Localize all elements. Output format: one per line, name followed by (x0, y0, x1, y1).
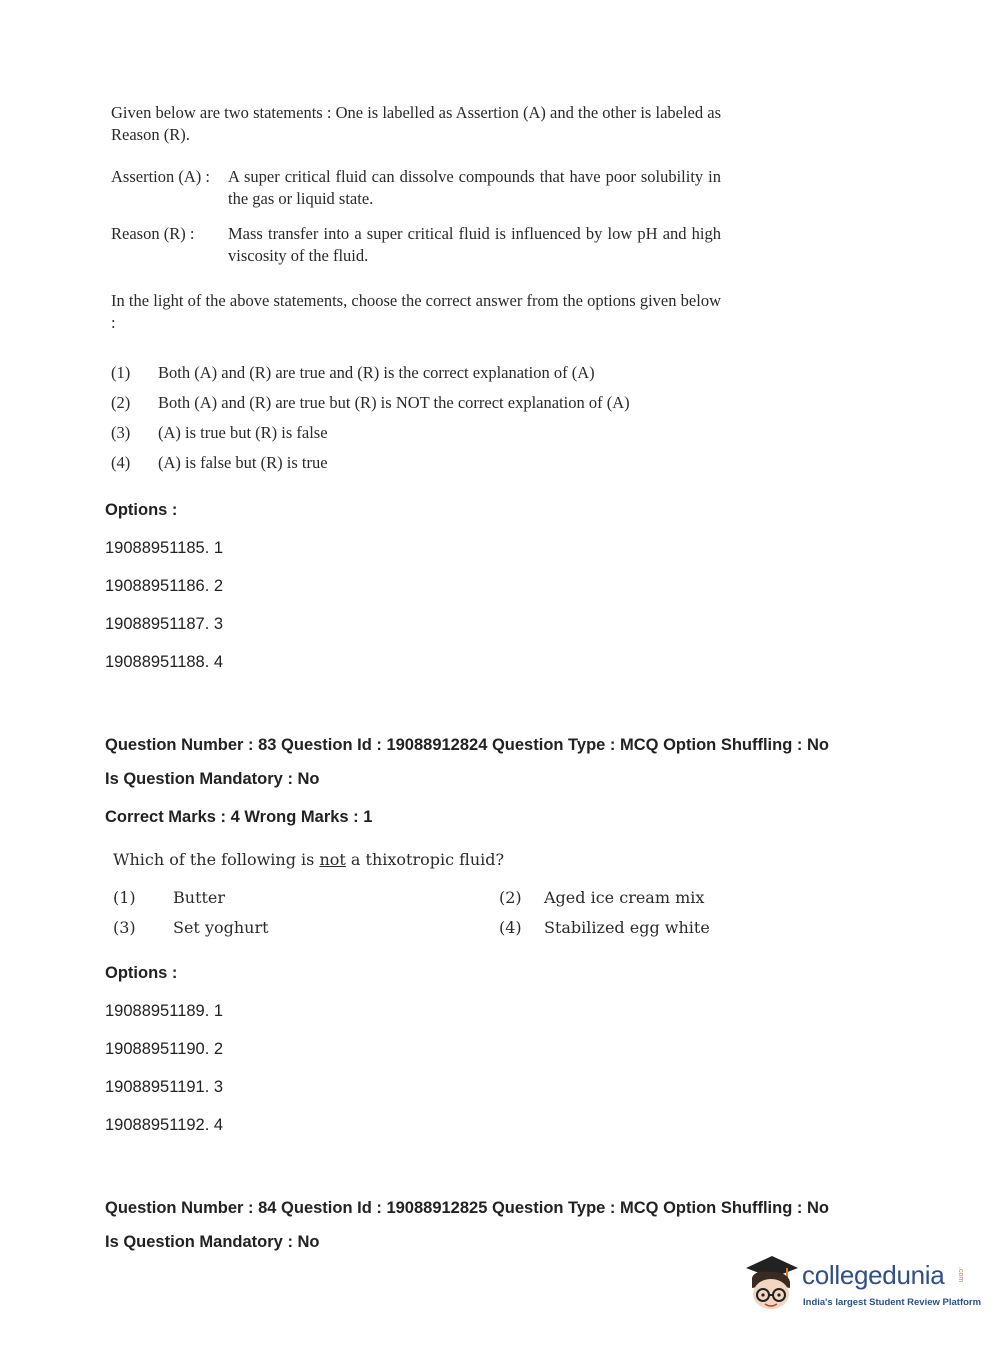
mascot-icon (742, 1250, 800, 1320)
question-83-image (113, 850, 733, 940)
q83-marks: Correct Marks : 4 Wrong Marks : 1 (105, 808, 373, 826)
q82-option-2: 19088951186. 2 (105, 577, 224, 595)
q82-choice (111, 358, 721, 388)
q82-option-4: 19088951188. 4 (105, 653, 224, 671)
q82-option-1: 19088951185. 1 (105, 539, 224, 557)
choice-text: Set yoghurt (173, 918, 269, 937)
assertion-text: A super critical fluid can dissolve compounds that have poor solubility in the gas or liquid state. (228, 167, 721, 208)
q83-mandatory: Is Question Mandatory : No (105, 770, 320, 788)
assertion-label: Assertion (A) : (111, 167, 210, 186)
choice-number: (1) (113, 888, 136, 907)
q83-option-3: 19088951191. 3 (105, 1078, 224, 1096)
q82-choice-list (111, 358, 721, 478)
reason-text: Mass transfer into a super critical fluid is influenced by low pH and high viscosity of the fluid. (228, 224, 721, 265)
choice-number: (4) (111, 453, 131, 472)
choice-text: (A) is true but (R) is false (158, 423, 328, 442)
q82-instruction: In the light of the above statements, choose the correct answer from the options given below : (111, 291, 721, 332)
q83-options-heading: Options : (105, 964, 178, 982)
q83-option-2: 19088951190. 2 (105, 1040, 224, 1058)
reason-row (111, 223, 721, 267)
q82-choice (111, 418, 721, 448)
choice-text: (A) is false but (R) is true (158, 453, 328, 472)
choice-text: Stabilized egg white (544, 918, 710, 937)
q83-choice-grid (113, 888, 733, 940)
choice-text: Butter (173, 888, 226, 907)
q82-option-3: 19088951187. 3 (105, 615, 224, 633)
choice-text: Both (A) and (R) are true and (R) is the correct explanation of (A) (158, 363, 595, 382)
q82-choice (111, 388, 721, 418)
q82-choice (111, 448, 721, 478)
assertion-row (111, 166, 721, 210)
choice-number: (2) (111, 393, 131, 412)
choice-number: (4) (499, 918, 522, 937)
q83-option-4: 19088951192. 4 (105, 1116, 224, 1134)
reason-label: Reason (R) : (111, 224, 195, 243)
q82-intro: Given below are two statements : One is labelled as Assertion (A) and the other is labeled as Reason (R). (111, 103, 721, 144)
choice-text: Aged ice cream mix (544, 888, 705, 907)
choice-number: (3) (111, 423, 131, 442)
q83-question-under: not (319, 850, 346, 869)
choice-number: (2) (499, 888, 522, 907)
q83-option-1: 19088951189. 1 (105, 1002, 224, 1020)
logo-dotcom: .com (957, 1267, 964, 1283)
q83-question-post: a thixotropic fluid? (345, 850, 505, 869)
logo-tagline: India's largest Student Review Platform (803, 1297, 982, 1308)
logo-brand: collegedunia (802, 1260, 945, 1290)
q84-mandatory: Is Question Mandatory : No (105, 1233, 320, 1251)
q83-question-pre: Which of the following is (113, 850, 320, 869)
choice-number: (3) (113, 918, 136, 937)
choice-text: Both (A) and (R) are true but (R) is NOT the correct explanation of (A) (158, 393, 630, 412)
q84-header: Question Number : 84 Question Id : 19088912825 Question Type : MCQ Option Shuffling : No (105, 1199, 829, 1217)
q83-header: Question Number : 83 Question Id : 19088912824 Question Type : MCQ Option Shuffling : No (105, 736, 829, 754)
question-82-image (111, 102, 721, 478)
choice-number: (1) (111, 363, 131, 382)
q82-options-heading: Options : (105, 501, 178, 519)
q83-question (113, 850, 733, 876)
collegedunia-logo (742, 1250, 982, 1320)
